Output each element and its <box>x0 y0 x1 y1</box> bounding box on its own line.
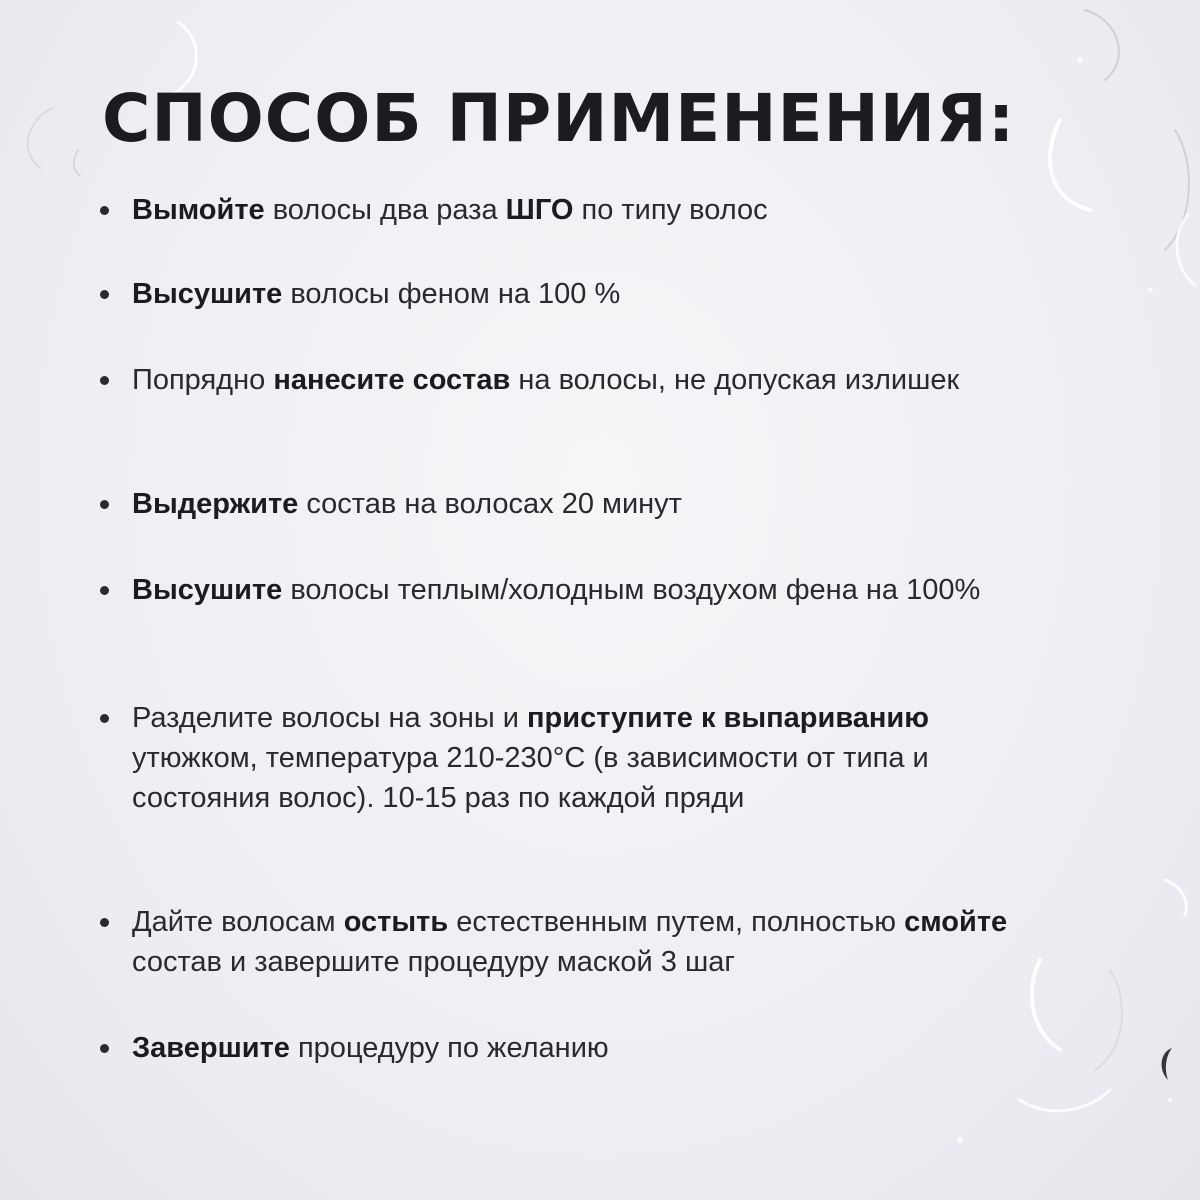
list-item <box>100 570 1010 610</box>
body-text: состав и завершите процедуру маской 3 шаг <box>132 946 735 978</box>
list-item <box>100 698 1020 818</box>
body-text: Дайте волосам <box>132 906 344 938</box>
list-item-text <box>132 190 1000 230</box>
list-item <box>100 484 1000 524</box>
list-item-text <box>132 902 1080 982</box>
emphasis-text: Вымойте <box>132 194 265 226</box>
page-title: СПОСОБ ПРИМЕНЕНИЯ: <box>102 80 1016 157</box>
list-item <box>100 902 1080 982</box>
emphasis-text: нанесите состав <box>273 364 511 396</box>
list-item-text <box>132 570 1010 610</box>
bullet-dot <box>100 918 109 927</box>
emphasis-text: смойте <box>904 906 1008 938</box>
body-text: состав на волосах 20 минут <box>298 488 682 520</box>
list-item <box>100 190 1000 230</box>
list-item-text <box>132 484 1000 524</box>
list-item <box>100 1028 1000 1068</box>
body-text: волосы феном на 100 % <box>282 278 621 310</box>
body-text: волосы теплым/холодным воздухом фена на 100% <box>282 574 981 606</box>
bullet-dot <box>100 586 109 595</box>
list-item-text <box>132 698 1020 818</box>
bullet-dot <box>100 1044 109 1053</box>
emphasis-text: ШГО <box>505 194 574 226</box>
emphasis-text: приступите к выпариванию <box>527 702 930 734</box>
body-text: процедуру по желанию <box>289 1032 609 1064</box>
body-text: Разделите волосы на зоны и <box>132 702 528 734</box>
body-text: Попрядно <box>132 364 274 396</box>
list-item <box>100 274 1000 314</box>
bullet-dot <box>100 376 109 385</box>
body-text: волосы два раза <box>264 194 506 226</box>
list-item-text <box>132 360 1000 400</box>
emphasis-text: остыть <box>343 906 449 938</box>
list-item-text <box>132 1028 1000 1068</box>
emphasis-text: Завершите <box>132 1032 290 1064</box>
bullet-dot <box>100 206 109 215</box>
bullet-dot <box>100 714 109 723</box>
emphasis-text: Высушите <box>132 574 283 606</box>
body-text: на волосы, не допуская излишек <box>510 364 960 396</box>
list-item-text <box>132 274 1000 314</box>
emphasis-text: Выдержите <box>132 488 299 520</box>
body-text: утюжком, температура 210-230°С (в зависимости от типа и состояния волос). 10-15 раз по каждой пряди <box>132 742 929 814</box>
bullet-dot <box>100 290 109 299</box>
bullet-dot <box>100 500 109 509</box>
body-text: по типу волос <box>573 194 768 226</box>
body-text: естественным путем, полностью <box>448 906 905 938</box>
list-item <box>100 360 1000 400</box>
emphasis-text: Высушите <box>132 278 283 310</box>
